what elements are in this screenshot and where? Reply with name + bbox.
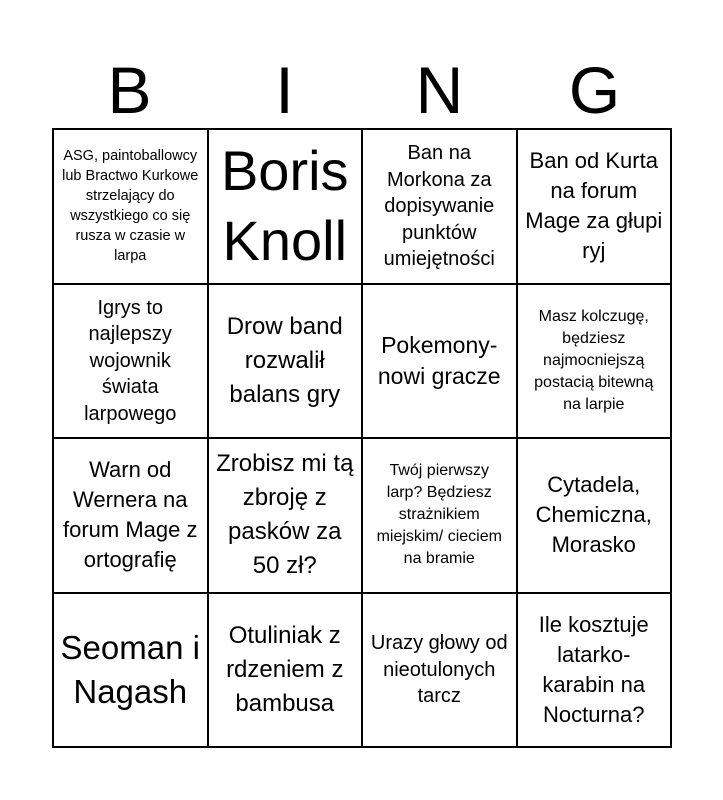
cell-text: Igrys to najlepszy wojownik świata larpowego [84,296,177,425]
bingo-cell-2-1[interactable] [53,284,208,439]
bingo-board [52,128,672,748]
cell-text: Urazy głowy od nieotulonych tarcz [370,632,508,707]
cell-text: Masz kolczugę, będziesz najmocniejszą postacią bitewną na larpie [534,307,654,413]
bingo-cell-1-3[interactable] [362,129,517,284]
cell-text: ASG, paintoballowcy lub Bractwo Kurkowe strzelający do wszystkiego co się rusza w czasie w larpa [62,148,199,265]
cell-text: Drow band rozwalił balans gry [226,312,343,408]
cell-text: Pokemony- nowi gracze [377,332,501,389]
cell-text: Otuliniak z rdzeniem z bambusa [226,621,344,717]
bingo-cell-2-3[interactable] [362,284,517,439]
bingo-cell-2-2[interactable] [208,284,363,439]
header-letter-b: B [107,53,152,127]
header-letter-g: G [568,53,621,127]
bingo-cell-4-1[interactable] [53,593,208,748]
cell-text: Zrobisz mi tą zbroję z pasków za 50 zł? [216,450,354,580]
bingo-cell-3-4[interactable] [517,438,672,593]
bingo-cell-3-1[interactable] [53,438,208,593]
cell-text: Seoman i Nagash [60,628,200,710]
cell-text: Ban na Morkona za dopisywanie punktów umiejętności [383,142,495,270]
bingo-cell-4-4[interactable] [517,593,672,748]
header-letter-i: I [275,53,294,127]
cell-text: Boris Knoll [220,139,349,273]
header-letter-n: N [415,53,464,127]
cell-text: Warn od Wernera na forum Mage z ortografię [63,457,198,573]
bingo-cell-1-1[interactable] [53,129,208,284]
bingo-cell-1-4[interactable] [517,129,672,284]
cell-text: Ile kosztuje latarko-karabin na Nocturna? [538,611,649,727]
cell-text: Ban od Kurta na forum Mage za głupi ryj [525,148,663,264]
bingo-cell-1-2[interactable] [208,129,363,284]
bingo-cell-2-4[interactable] [517,284,672,439]
bingo-cell-4-2[interactable] [208,593,363,748]
bingo-header [52,52,672,128]
bingo-cell-3-2[interactable] [208,438,363,593]
bingo-cell-4-3[interactable] [362,593,517,748]
cell-text: Cytadela, Chemiczna, Morasko [535,472,652,558]
bingo-cell-3-3[interactable] [362,438,517,593]
cell-text: Twój pierwszy larp? Będziesz strażnikiem miejskim/ cieciem na bramie [376,462,502,568]
